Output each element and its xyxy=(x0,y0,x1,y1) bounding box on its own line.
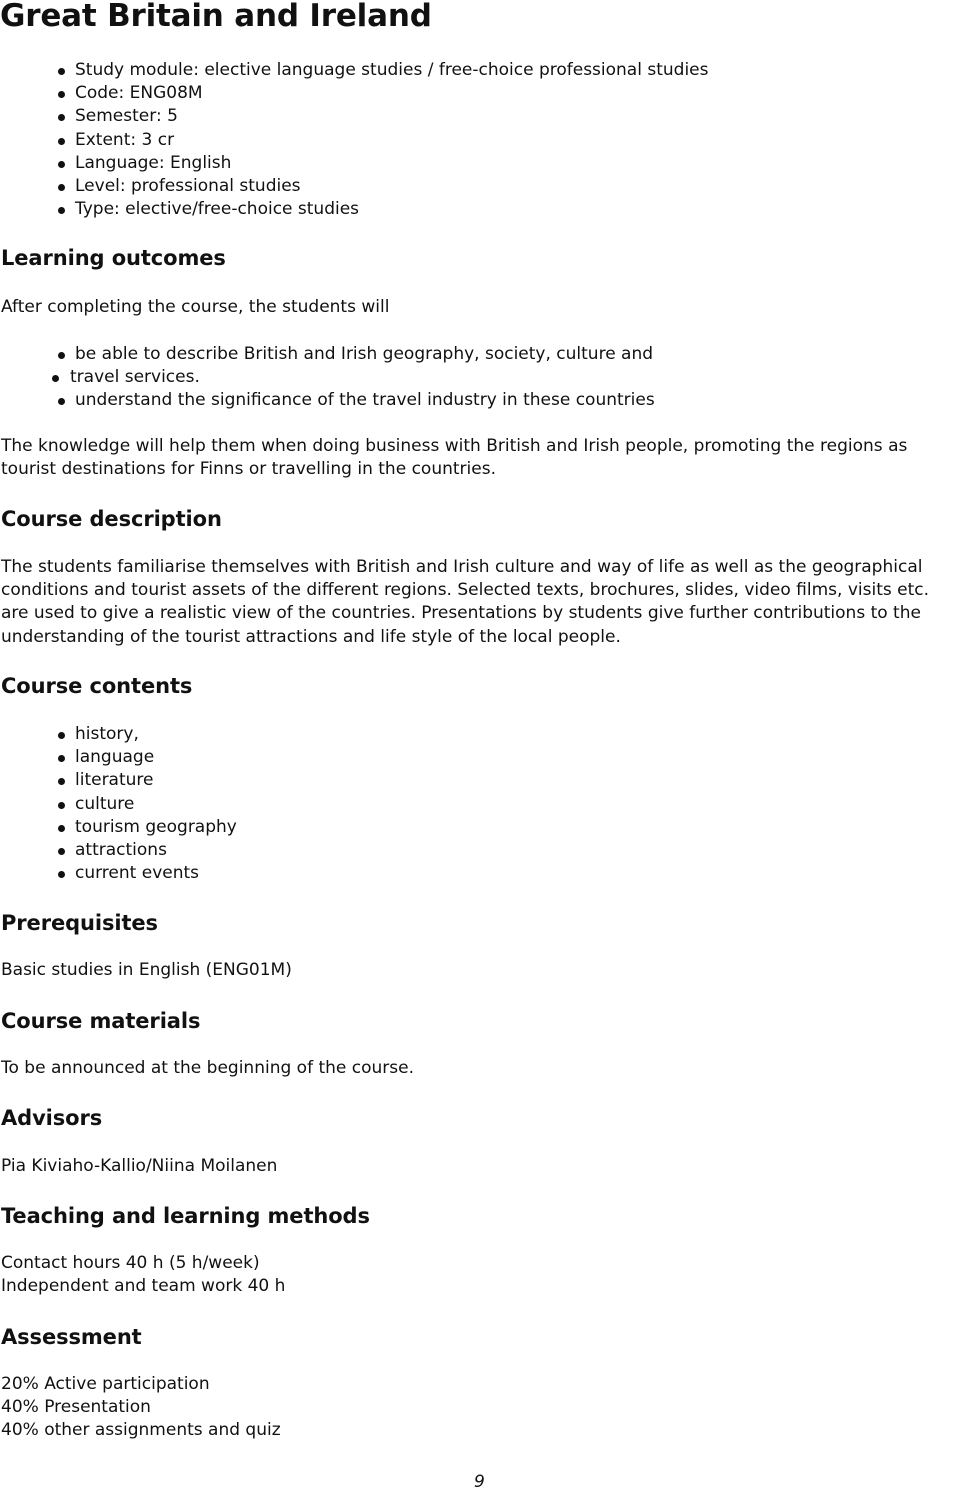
teaching-method-line: Contact hours 40 h (5 h/week) xyxy=(1,1253,260,1273)
meta-item: Code: ENG08M xyxy=(55,82,708,105)
assessment-line: 40% other assignments and quiz xyxy=(1,1420,281,1440)
outcome-item: understand the significance of the travel industry in these countries xyxy=(55,389,655,412)
course-meta-list xyxy=(55,59,708,221)
learning-outcomes-list-second xyxy=(55,389,655,412)
advisors-heading: Advisors xyxy=(1,1106,103,1130)
course-content-item: history, xyxy=(55,723,237,746)
meta-item: Extent: 3 cr xyxy=(55,129,708,152)
page-number: 9 xyxy=(474,1472,485,1492)
course-description-text: The students familiarise themselves with British and Irish culture and way of life as well as the geographical conditions and tourist assets of the different regions. Selected texts, brochures, slides, video films, visits etc. are used to give a realistic view of the countries. Presentations by students give further contributions to the understanding of the tourist attractions and life style of the local people. xyxy=(1,557,930,647)
course-content-item: attractions xyxy=(55,839,237,862)
learning-outcomes-heading: Learning outcomes xyxy=(1,246,226,270)
assessment-line: 40% Presentation xyxy=(1,1397,151,1417)
prerequisites-text: Basic studies in English (ENG01M) xyxy=(1,960,292,980)
course-content-item: culture xyxy=(55,793,237,816)
outcome-item: be able to describe British and Irish geography, society, culture and xyxy=(55,343,653,366)
meta-item: Type: elective/free-choice studies xyxy=(55,198,708,221)
course-contents-heading: Course contents xyxy=(1,674,193,698)
meta-item: Level: professional studies xyxy=(55,175,708,198)
teaching-method-line: Independent and team work 40 h xyxy=(1,1276,286,1296)
course-materials-heading: Course materials xyxy=(1,1009,201,1033)
course-materials-text: To be announced at the beginning of the course. xyxy=(1,1058,414,1078)
learning-outcomes-closing: The knowledge will help them when doing business with British and Irish people, promoting the regions as tourist destinations for Finns or travelling in the countries. xyxy=(1,436,908,480)
outcome-item-continuation xyxy=(52,366,200,389)
course-description-heading: Course description xyxy=(1,507,222,531)
course-contents-list xyxy=(55,723,237,885)
course-content-item: tourism geography xyxy=(55,816,237,839)
assessment-line: 20% Active participation xyxy=(1,1374,210,1394)
advisors-text: Pia Kiviaho-Kallio/Niina Moilanen xyxy=(1,1156,278,1176)
meta-item: Semester: 5 xyxy=(55,105,708,128)
course-content-item: language xyxy=(55,746,237,769)
meta-item: Study module: elective language studies / free-choice professional studies xyxy=(55,59,708,82)
outcome-item-text: travel services. xyxy=(70,367,200,387)
page-title: Great Britain and Ireland xyxy=(0,0,432,34)
meta-item: Language: English xyxy=(55,152,708,175)
learning-outcomes-list-first xyxy=(55,343,653,366)
assessment-heading: Assessment xyxy=(1,1325,142,1349)
learning-outcomes-intro: After completing the course, the students will xyxy=(1,297,390,317)
course-content-item: literature xyxy=(55,769,237,792)
prerequisites-heading: Prerequisites xyxy=(1,911,158,935)
course-content-item: current events xyxy=(55,862,237,885)
teaching-methods-heading: Teaching and learning methods xyxy=(1,1204,370,1228)
